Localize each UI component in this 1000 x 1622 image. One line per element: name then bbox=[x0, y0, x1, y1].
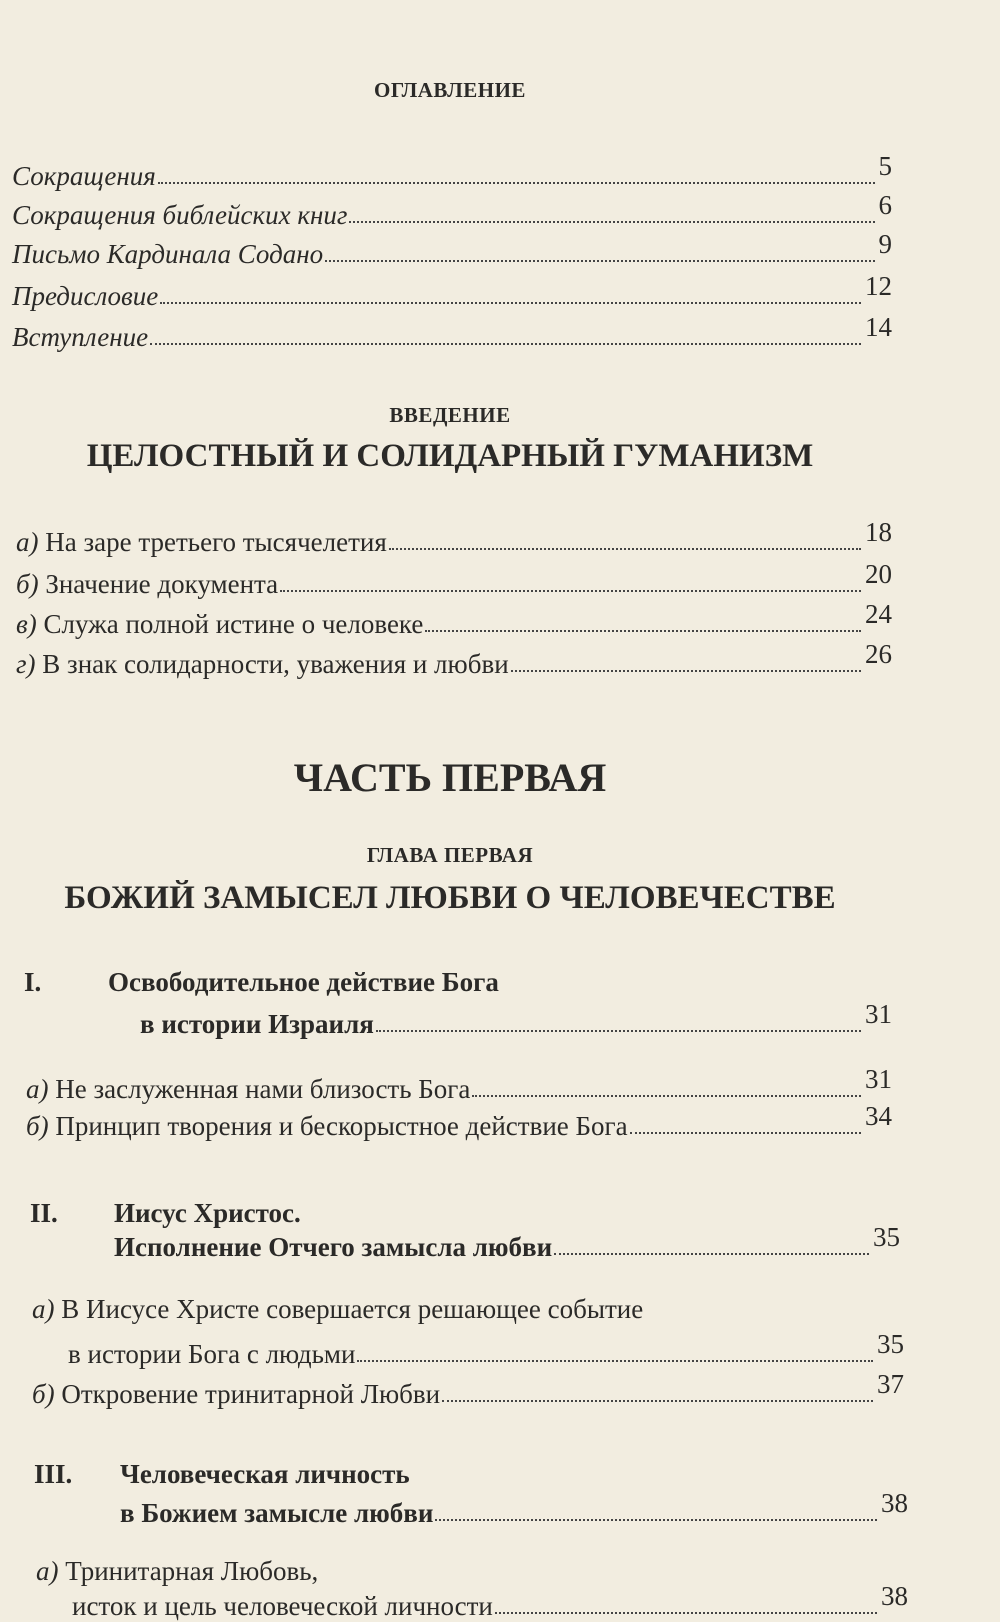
toc-page-number: 31 bbox=[865, 999, 892, 1029]
section-number: III. bbox=[34, 1459, 73, 1489]
item-marker: а) bbox=[26, 1074, 49, 1104]
section-number: II. bbox=[30, 1198, 58, 1228]
toc-entry[interactable] bbox=[12, 312, 892, 353]
dot-leader bbox=[349, 221, 874, 223]
dot-leader bbox=[425, 630, 861, 632]
toc-entry[interactable] bbox=[16, 559, 892, 600]
toc-page-number: 38 bbox=[881, 1581, 908, 1611]
toc-entry-label: Вступление bbox=[12, 322, 149, 352]
toc-page-number: 37 bbox=[877, 1369, 904, 1399]
dot-leader bbox=[554, 1253, 869, 1255]
toc-page-number: 35 bbox=[877, 1329, 904, 1359]
toc-page-number: 38 bbox=[881, 1488, 908, 1518]
item-marker: а) bbox=[16, 527, 39, 557]
contents-title: ОГЛАВЛЕНИЕ bbox=[374, 78, 526, 102]
toc-entry-first-line bbox=[36, 1555, 318, 1587]
toc-page-number: 18 bbox=[865, 517, 892, 547]
toc-entry-label: Сокращения bbox=[12, 161, 156, 191]
toc-entry-label: В знак солидарности, уважения и любви bbox=[42, 649, 509, 679]
section-title: Человеческая личность bbox=[120, 1459, 410, 1489]
section-title: Освободительное действие Бога bbox=[108, 967, 499, 997]
toc-entry[interactable] bbox=[114, 1222, 900, 1263]
section-number: I. bbox=[24, 967, 42, 997]
toc-entry-label: Служа полной истине о человеке bbox=[43, 609, 424, 639]
toc-entry-label: Сокращения библейских книг bbox=[12, 200, 348, 230]
toc-entry[interactable] bbox=[26, 1064, 892, 1105]
toc-page-number: 34 bbox=[865, 1101, 892, 1131]
dot-leader bbox=[150, 343, 861, 345]
dot-leader bbox=[511, 670, 861, 672]
item-marker: а) bbox=[36, 1556, 59, 1586]
dot-leader bbox=[472, 1095, 861, 1097]
toc-entry-label: в истории Бога с людьми bbox=[68, 1339, 356, 1369]
section-title: Иисус Христос. bbox=[114, 1198, 301, 1228]
toc-entry[interactable] bbox=[12, 271, 892, 312]
chapter-heading: ГЛАВА ПЕРВАЯ bbox=[366, 843, 534, 867]
toc-entry[interactable] bbox=[16, 599, 892, 640]
chapter-title: БОЖИЙ ЗАМЫСЕЛ ЛЮБВИ О ЧЕЛОВЕЧЕСТВЕ bbox=[64, 880, 836, 916]
toc-entry-first-line bbox=[32, 1293, 643, 1325]
toc-entry-label: Предисловие bbox=[12, 281, 159, 311]
toc-entry[interactable] bbox=[68, 1329, 904, 1370]
toc-entry-label: Тринитарная Любовь, bbox=[65, 1556, 319, 1586]
introduction-title: ЦЕЛОСТНЫЙ И СОЛИДАРНЫЙ ГУМАНИЗМ bbox=[86, 438, 814, 474]
section-title: Исполнение Отчего замысла любви bbox=[114, 1232, 553, 1262]
dot-leader bbox=[630, 1132, 861, 1134]
dot-leader bbox=[325, 260, 874, 262]
toc-page-number: 26 bbox=[865, 639, 892, 669]
toc-page-number: 24 bbox=[865, 599, 892, 629]
dot-leader bbox=[376, 1030, 861, 1032]
toc-entry[interactable] bbox=[12, 151, 892, 192]
toc-entry-label: Значение документа bbox=[45, 569, 279, 599]
dot-leader bbox=[280, 590, 861, 592]
toc-entry-label: исток и цель человеческой личности bbox=[72, 1591, 493, 1621]
toc-entry[interactable] bbox=[12, 190, 892, 231]
toc-entry-label: На заре третьего тысячелетия bbox=[45, 527, 387, 557]
dot-leader bbox=[357, 1360, 873, 1362]
toc-entry[interactable] bbox=[140, 999, 892, 1040]
dot-leader bbox=[435, 1519, 877, 1521]
toc-page-number: 35 bbox=[873, 1222, 900, 1252]
toc-entry[interactable] bbox=[12, 229, 892, 270]
item-marker: в) bbox=[16, 609, 37, 639]
toc-entry[interactable] bbox=[32, 1369, 904, 1410]
toc-entry-label: Не заслуженная нами близость Бога bbox=[55, 1074, 471, 1104]
toc-page-number: 20 bbox=[865, 559, 892, 589]
toc-entry[interactable] bbox=[72, 1581, 908, 1622]
toc-page-number: 9 bbox=[878, 229, 892, 259]
toc-entry-label: В Иисусе Христе совершается решающее событие bbox=[61, 1294, 644, 1324]
toc-entry[interactable] bbox=[26, 1101, 892, 1142]
toc-page-number: 31 bbox=[865, 1064, 892, 1094]
toc-entry-label: Письмо Кардинала Содано bbox=[12, 239, 324, 269]
item-marker: б) bbox=[32, 1379, 55, 1409]
dot-leader bbox=[158, 182, 875, 184]
section-title: в Божием замысле любви bbox=[120, 1498, 434, 1528]
toc-entry[interactable] bbox=[120, 1488, 908, 1529]
toc-page-number: 6 bbox=[878, 190, 892, 220]
toc-page-number: 5 bbox=[878, 151, 892, 181]
item-marker: б) bbox=[16, 569, 39, 599]
dot-leader bbox=[160, 302, 861, 304]
introduction-heading: ВВЕДЕНИЕ bbox=[389, 403, 511, 427]
toc-entry[interactable] bbox=[16, 517, 892, 558]
item-marker: б) bbox=[26, 1111, 49, 1141]
dot-leader bbox=[495, 1612, 877, 1614]
item-marker: а) bbox=[32, 1294, 55, 1324]
toc-page-number: 12 bbox=[865, 271, 892, 301]
toc-entry-label: Откровение тринитарной Любви bbox=[61, 1379, 441, 1409]
dot-leader bbox=[442, 1400, 873, 1402]
toc-entry-label: Принцип творения и бескорыстное действие Бога bbox=[55, 1111, 628, 1141]
section-title: в истории Израиля bbox=[140, 1009, 374, 1039]
dot-leader bbox=[389, 548, 861, 550]
part-title: ЧАСТЬ ПЕРВАЯ bbox=[293, 755, 607, 800]
item-marker: г) bbox=[16, 649, 36, 679]
toc-page-number: 14 bbox=[865, 312, 892, 342]
toc-entry[interactable] bbox=[16, 639, 892, 680]
